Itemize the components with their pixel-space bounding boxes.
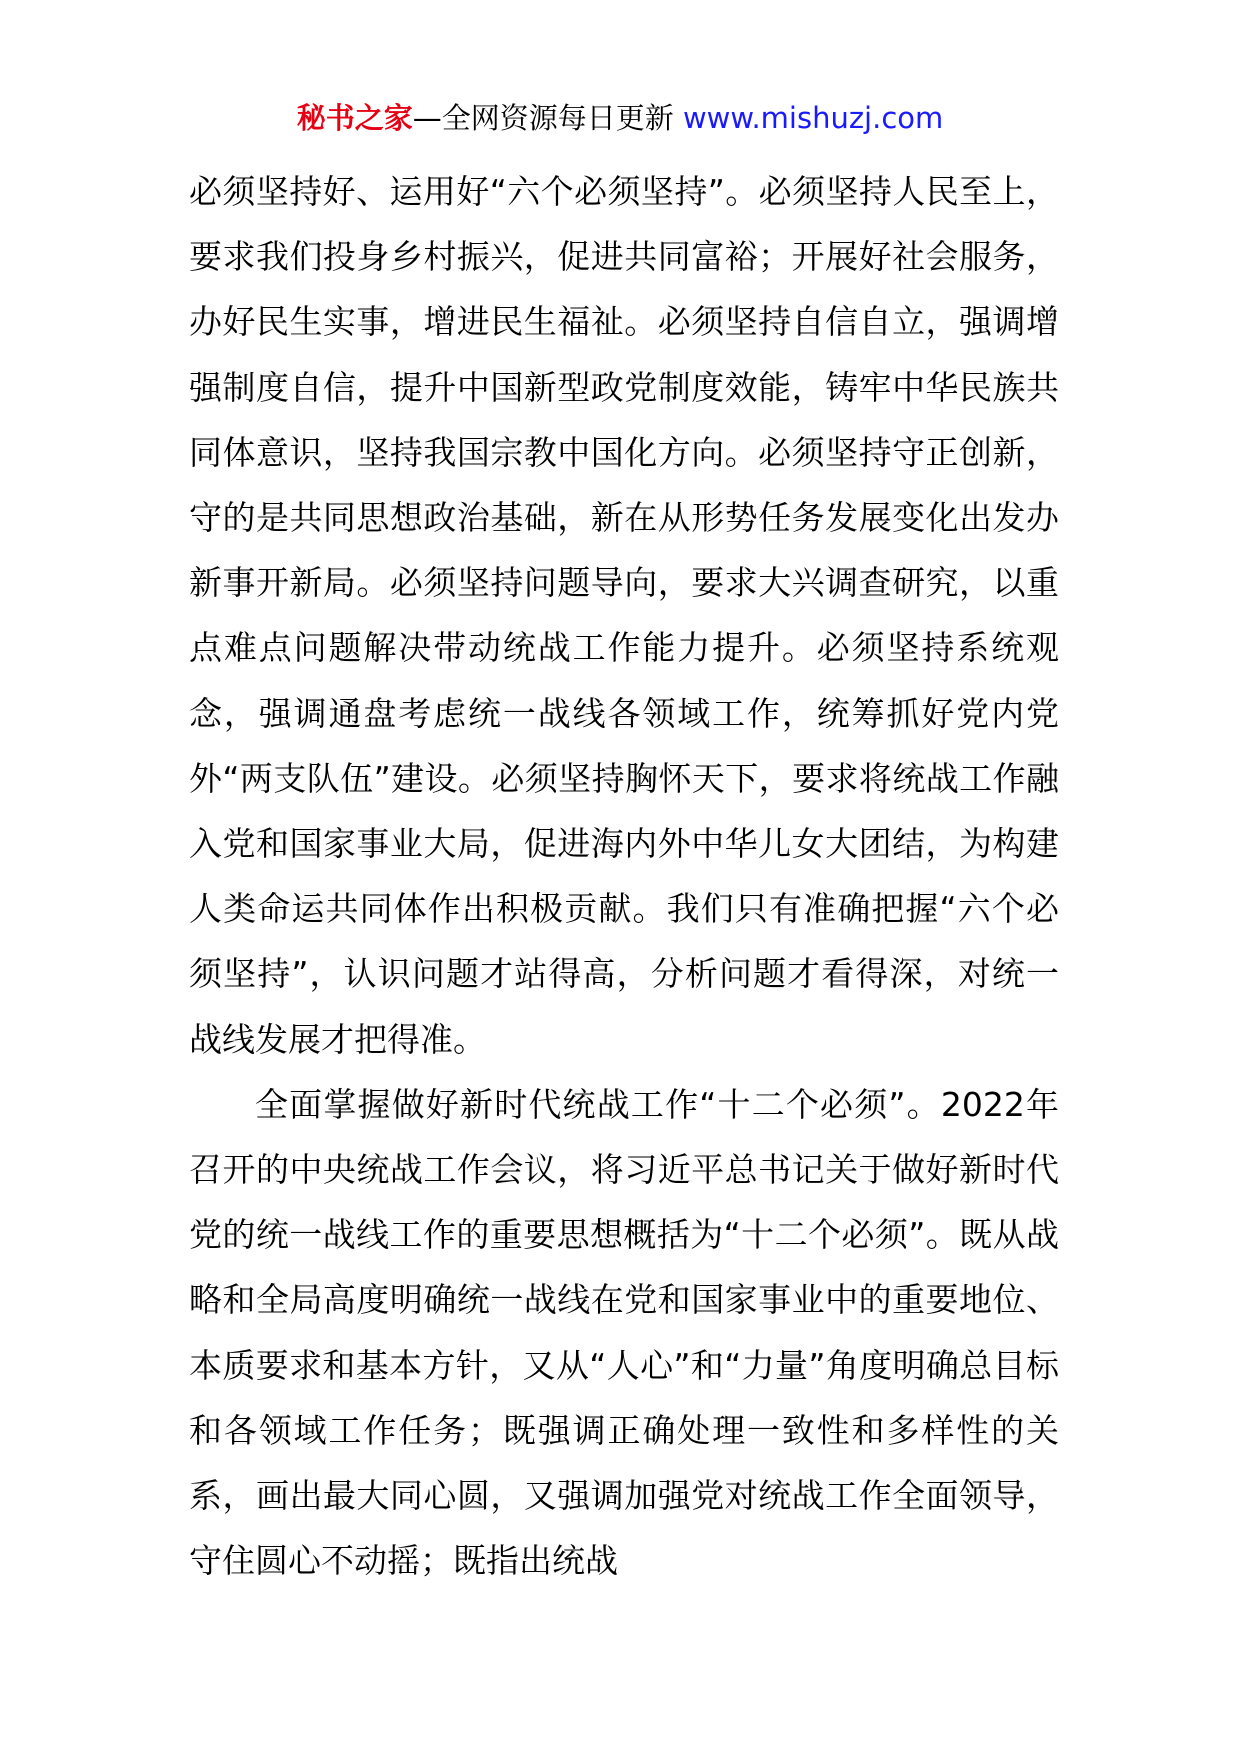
paragraph-continued: 必须坚持好、运用好“六个必须坚持”。必须坚持人民至上，要求我们投身乡村振兴，促进共同富裕；开展好社会服务，办好民生实事，增进民生福祉。必须坚持自信自立，强调增强制度自信，提升中国新型政党制度效能，铸牢中华民族共同体意识，坚持我国宗教中国化方向。必须坚持守正创新，守的是共同思想政治基础，新在从形势任务发展变化出发办新事开新局。必须坚持问题导向，要求大兴调查研究，以重点难点问题解决带动统战工作能力提升。必须坚持系统观念，强调通盘考虑统一战线各领域工作，统筹抓好党内党外“两支队伍”建设。必须坚持胸怀天下，要求将统战工作融入党和国家事业大局，促进海内外中华儿女大团结，为构建人类命运共同体作出积极贡献。我们只有准确把握“六个必须坚持”，认识问题才站得高，分析问题才看得深，对统一战线发展才把得准。 xyxy=(189,172,1059,1059)
paragraph-twelve-musts: 全面掌握做好新时代统战工作“十二个必须”。2022年召开的中央统战工作会议，将习近平总书记关于做好新时代党的统一战线工作的重要思想概括为“十二个必须”。既从战略和全局高度明确统一战线在党和国家事业中的重要地位、本质要求和基本方针，又从“人心”和“力量”角度明确总目标和各领域工作任务；既强调正确处理一致性和多样性的关系，画出最大同心圆，又强调加强党对统战工作全面领导，守住圆心不动摇；既指出统战 xyxy=(189,1084,1059,1581)
site-brand: 秘书之家 xyxy=(296,101,413,135)
site-tagline: —全网资源每日更新 xyxy=(412,101,683,135)
document-body xyxy=(189,159,1059,1593)
site-url-link[interactable]: www.mishuzj.com xyxy=(682,101,944,135)
site-header xyxy=(0,98,1240,138)
